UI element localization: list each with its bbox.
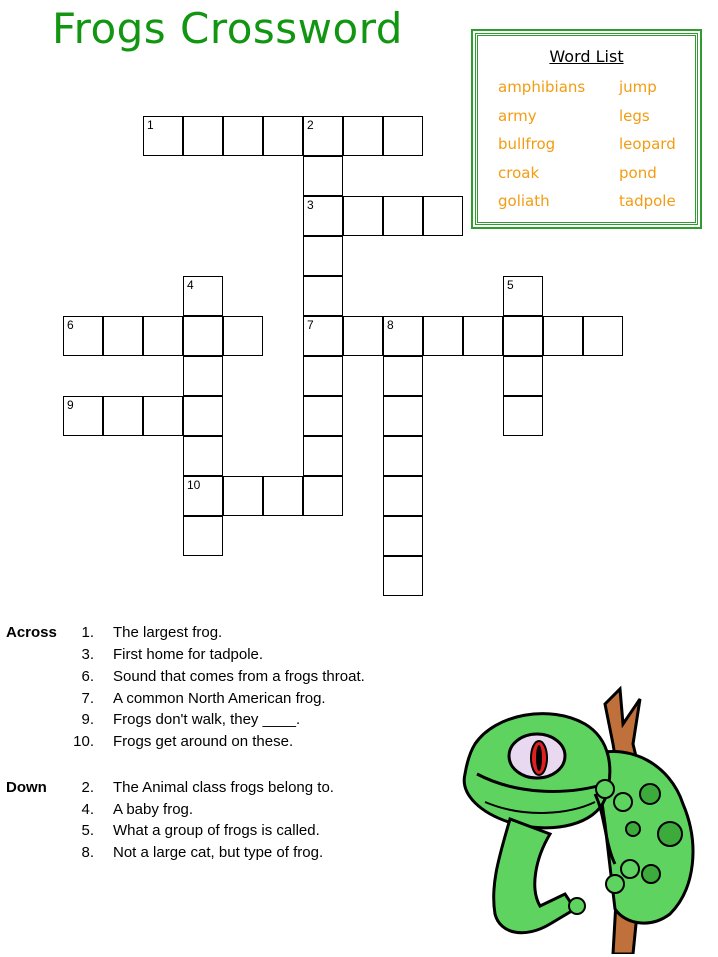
crossword-cell[interactable] xyxy=(303,436,343,476)
crossword-cell[interactable] xyxy=(303,316,343,356)
crossword-cell[interactable] xyxy=(343,196,383,236)
across-heading: Across xyxy=(6,624,57,641)
crossword-cell[interactable] xyxy=(423,196,463,236)
crossword-cell[interactable] xyxy=(263,116,303,156)
crossword-cell[interactable] xyxy=(303,356,343,396)
cell-number: 9 xyxy=(67,398,74,412)
cell-number: 8 xyxy=(387,318,394,332)
crossword-cell[interactable] xyxy=(503,356,543,396)
page-title: Frogs Crossword xyxy=(52,4,403,53)
cell-number: 3 xyxy=(307,198,314,212)
word-list-item: croak xyxy=(498,164,540,182)
crossword-cell[interactable] xyxy=(303,396,343,436)
crossword-cell[interactable] xyxy=(103,316,143,356)
crossword-cell[interactable] xyxy=(383,396,423,436)
word-list-heading: Word List xyxy=(549,47,624,66)
crossword-cell[interactable] xyxy=(583,316,623,356)
crossword-cell[interactable] xyxy=(263,476,303,516)
cell-number: 6 xyxy=(67,318,74,332)
crossword-cell[interactable] xyxy=(383,196,423,236)
crossword-cell[interactable] xyxy=(303,276,343,316)
crossword-cell[interactable] xyxy=(343,316,383,356)
crossword-cell[interactable] xyxy=(303,156,343,196)
crossword-cell[interactable] xyxy=(183,516,223,556)
crossword-cell[interactable] xyxy=(223,476,263,516)
cell-number: 7 xyxy=(307,318,314,332)
crossword-cell[interactable] xyxy=(383,356,423,396)
clue-text: Frogs get around on these. xyxy=(113,733,294,750)
word-list-item: goliath xyxy=(498,192,550,210)
word-list-item: bullfrog xyxy=(498,135,556,153)
crossword-cell[interactable] xyxy=(143,396,183,436)
clue-text: First home for tadpole. xyxy=(113,646,264,663)
clue-number: 8. xyxy=(81,844,94,861)
clue-number: 2. xyxy=(81,779,94,796)
word-list-item: leopard xyxy=(619,135,676,153)
crossword-cell[interactable] xyxy=(183,396,223,436)
crossword-cell[interactable] xyxy=(63,396,103,436)
clue-text: What a group of frogs is called. xyxy=(113,822,320,839)
word-list-item: jump xyxy=(619,78,657,96)
cell-number: 4 xyxy=(187,278,194,292)
clue-text: Frogs don't walk, they ____. xyxy=(113,711,301,728)
clue-number: 7. xyxy=(81,690,94,707)
cell-number: 1 xyxy=(147,118,154,132)
crossword-cell[interactable] xyxy=(303,116,343,156)
word-list-item: legs xyxy=(619,107,650,125)
crossword-cell[interactable] xyxy=(383,436,423,476)
crossword-cell[interactable] xyxy=(343,116,383,156)
clue-text: A baby frog. xyxy=(113,801,194,818)
crossword-cell[interactable] xyxy=(183,116,223,156)
down-heading: Down xyxy=(6,779,47,796)
crossword-cell[interactable] xyxy=(63,316,103,356)
crossword-cell[interactable] xyxy=(503,316,543,356)
crossword-cell[interactable] xyxy=(303,196,343,236)
crossword-cell[interactable] xyxy=(543,316,583,356)
crossword-cell[interactable] xyxy=(103,396,143,436)
crossword-cell[interactable] xyxy=(143,116,183,156)
clue-number: 10. xyxy=(73,733,94,750)
cell-number: 5 xyxy=(507,278,514,292)
crossword-cell[interactable] xyxy=(223,316,263,356)
clue-text: Sound that comes from a frogs throat. xyxy=(113,668,365,685)
crossword-cell[interactable] xyxy=(423,316,463,356)
crossword-cell[interactable] xyxy=(383,116,423,156)
clue-number: 9. xyxy=(81,711,94,728)
crossword-cell[interactable] xyxy=(383,476,423,516)
clue-text: The largest frog. xyxy=(113,624,223,641)
crossword-cell[interactable] xyxy=(463,316,503,356)
word-list-item: tadpole xyxy=(619,192,676,210)
crossword-cell[interactable] xyxy=(383,516,423,556)
cell-number: 10 xyxy=(187,478,201,492)
crossword-cell[interactable] xyxy=(143,316,183,356)
word-list-item: pond xyxy=(619,164,657,182)
crossword-cell[interactable] xyxy=(383,556,423,596)
clue-number: 5. xyxy=(81,822,94,839)
clue-text: A common North American frog. xyxy=(113,690,326,707)
crossword-cell[interactable] xyxy=(303,476,343,516)
crossword-cell[interactable] xyxy=(183,276,223,316)
word-list-item: amphibians xyxy=(498,78,586,96)
frog-on-branch-illustration xyxy=(455,684,715,954)
word-list-item: army xyxy=(498,107,537,125)
crossword-cell[interactable] xyxy=(503,396,543,436)
clue-number: 1. xyxy=(81,624,94,641)
crossword-cell[interactable] xyxy=(223,116,263,156)
frog-leg xyxy=(494,819,575,933)
crossword-cell[interactable] xyxy=(183,436,223,476)
crossword-cell[interactable] xyxy=(503,276,543,316)
word-list-box xyxy=(475,33,698,225)
crossword-cell[interactable] xyxy=(183,476,223,516)
cell-number: 2 xyxy=(307,118,314,132)
clue-number: 3. xyxy=(81,646,94,663)
clue-number: 4. xyxy=(81,801,94,818)
crossword-cell[interactable] xyxy=(383,316,423,356)
crossword-cell[interactable] xyxy=(303,236,343,276)
clue-number: 6. xyxy=(81,668,94,685)
crossword-cell[interactable] xyxy=(183,356,223,396)
clue-text: The Animal class frogs belong to. xyxy=(113,779,334,796)
clue-text: Not a large cat, but type of frog. xyxy=(113,844,324,861)
crossword-cell[interactable] xyxy=(183,316,223,356)
